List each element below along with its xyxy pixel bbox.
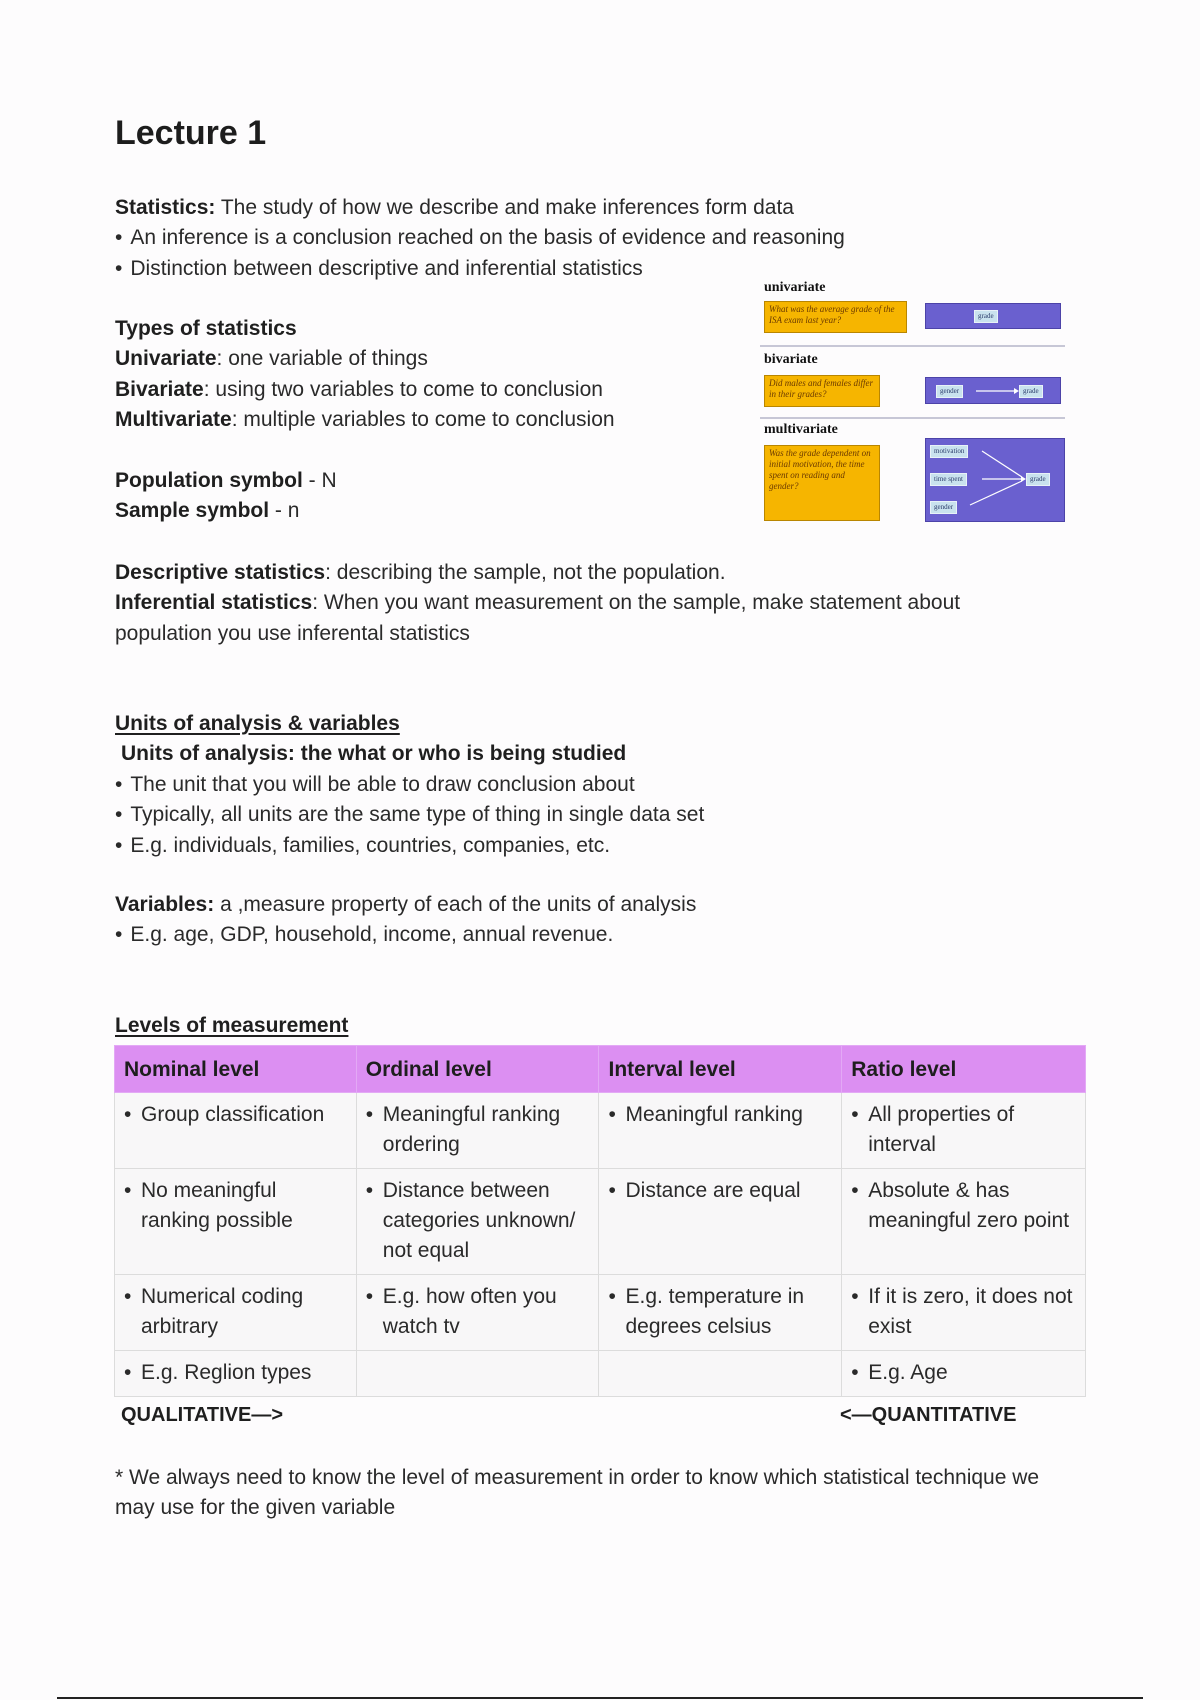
table-cell: • Meaningful ranking ordering xyxy=(356,1093,599,1169)
table-cell: • All properties of interval xyxy=(842,1093,1086,1169)
units-subheading: Units of analysis: the what or who is being studied xyxy=(121,742,627,766)
arrow-icon xyxy=(926,439,1066,523)
cell-text: Distance between categories unknown/ not equal xyxy=(382,1179,576,1262)
list-item: • E.g. age, GDP, household, income, annual revenue. xyxy=(115,920,696,950)
table-cell: • E.g. how often you watch tv xyxy=(356,1275,599,1351)
inferential-term: Inferential statistics xyxy=(115,591,313,615)
types-of-statistics-block xyxy=(115,314,615,436)
population-term: Population symbol xyxy=(115,469,303,492)
table-row xyxy=(115,1351,1086,1397)
variate-types-figure xyxy=(760,280,1065,522)
statistics-text: The study of how we describe and make inferences form data xyxy=(215,196,794,219)
types-heading: Types of statistics xyxy=(115,317,297,340)
multivariate-line xyxy=(115,405,615,435)
multivariate-term: Multivariate xyxy=(115,408,232,432)
univariate-text: : one variable of things xyxy=(216,347,428,371)
sample-term: Sample symbol xyxy=(115,499,270,523)
descriptive-line xyxy=(115,558,1035,588)
arrow-icon xyxy=(926,378,1062,405)
divider xyxy=(760,417,1065,419)
divider xyxy=(760,345,1065,347)
inferential-line xyxy=(115,588,1035,649)
bivariate-term: Bivariate xyxy=(115,377,204,401)
variable-chip: grade xyxy=(974,310,998,323)
cell-text: Absolute & has meaningful zero point xyxy=(868,1179,1070,1232)
levels-of-measurement-table xyxy=(114,1045,1086,1397)
variable-chip: time spent xyxy=(930,473,967,486)
population-line xyxy=(115,466,337,496)
list-item: • E.g. individuals, families, countries, companies, etc. xyxy=(115,831,704,861)
cell-text: E.g. how often you watch tv xyxy=(382,1285,557,1338)
variable-chip: gender xyxy=(936,385,963,398)
variable-chip: grade xyxy=(1026,473,1050,486)
column-header-ordinal: Ordinal level xyxy=(356,1046,599,1093)
bivariate-text: : using two variables to come to conclusion xyxy=(203,377,603,401)
variable-chip: gender xyxy=(930,501,957,514)
table-cell: • E.g. Reglion types xyxy=(115,1351,357,1397)
table-cell: • Distance between categories unknown/ not equal xyxy=(356,1169,599,1275)
table-cell: • Meaningful ranking xyxy=(599,1093,842,1169)
variables-term: Variables: xyxy=(115,893,215,916)
statistics-term: Statistics: xyxy=(115,196,216,219)
cell-text: E.g. Age xyxy=(868,1361,948,1384)
levels-heading: Levels of measurement xyxy=(115,1014,349,1037)
list-item: • The unit that you will be able to draw conclusion about xyxy=(115,770,704,800)
cell-text: All properties of interval xyxy=(868,1103,1015,1156)
table-row xyxy=(115,1275,1086,1351)
cell-text: E.g. temperature in degrees celsius xyxy=(625,1285,805,1338)
table-cell: • Distance are equal xyxy=(599,1169,842,1275)
quantitative-label: <—QUANTITATIVE xyxy=(840,1404,1017,1426)
table-row xyxy=(115,1169,1086,1275)
univariate-term: Univariate xyxy=(115,347,217,371)
table-cell: • No meaningful ranking possible xyxy=(115,1169,357,1275)
cell-text: Group classification xyxy=(141,1103,325,1126)
bivariate-label: bivariate xyxy=(764,352,818,367)
levels-heading-block xyxy=(115,1011,348,1041)
inferential-text: : When you want measurement on the sample, make statement about population you use inferental statistics xyxy=(115,591,961,645)
population-text: - N xyxy=(302,469,337,492)
sample-text: - n xyxy=(269,499,300,523)
cell-text: No meaningful ranking possible xyxy=(141,1179,293,1232)
table-cell: • Absolute & has meaningful zero point xyxy=(842,1169,1086,1275)
table-header-row xyxy=(115,1046,1086,1093)
list-item: • Typically, all units are the same type of thing in single data set xyxy=(115,800,704,830)
cell-text: Meaningful ranking ordering xyxy=(382,1103,561,1156)
column-header-interval: Interval level xyxy=(599,1046,842,1093)
symbols-block xyxy=(115,466,337,527)
statistics-definition-block xyxy=(115,193,845,284)
multivariate-question-box: Was the grade dependent on initial motivation, the time spent on reading and gender? xyxy=(764,445,880,521)
cell-text: E.g. Reglion types xyxy=(141,1361,312,1384)
univariate-variable-box xyxy=(925,303,1061,329)
units-heading: Units of analysis & variables xyxy=(115,712,400,735)
descriptive-inferential-block xyxy=(115,558,1035,649)
multivariate-label: multivariate xyxy=(764,422,838,437)
footnote-block xyxy=(115,1463,1075,1524)
univariate-label: univariate xyxy=(764,280,826,295)
cell-text: Numerical coding arbitrary xyxy=(141,1285,304,1338)
units-of-analysis-block xyxy=(115,709,704,861)
variable-chip: grade xyxy=(1019,385,1043,398)
qualitative-label: QUALITATIVE—> xyxy=(121,1404,284,1426)
statistics-definition xyxy=(115,193,845,223)
descriptive-text: : describing the sample, not the population. xyxy=(325,561,726,584)
multivariate-text: : multiple variables to come to conclusion xyxy=(231,408,615,432)
table-cell: • Group classification xyxy=(115,1093,357,1169)
bivariate-variable-box xyxy=(925,377,1061,404)
variables-definition xyxy=(115,890,696,920)
multivariate-variable-box xyxy=(925,438,1065,522)
cell-text: Distance are equal xyxy=(625,1179,801,1202)
table-row xyxy=(115,1093,1086,1169)
table-cell: • Numerical coding arbitrary xyxy=(115,1275,357,1351)
variable-chip: motivation xyxy=(930,445,968,458)
table-cell: • If it is zero, it does not exist xyxy=(842,1275,1086,1351)
univariate-line xyxy=(115,344,615,374)
cell-text: If it is zero, it does not exist xyxy=(868,1285,1073,1338)
table-cell: • E.g. temperature in degrees celsius xyxy=(599,1275,842,1351)
cell-text: Meaningful ranking xyxy=(625,1103,803,1126)
descriptive-term: Descriptive statistics xyxy=(115,561,326,584)
table-cell xyxy=(599,1351,842,1397)
list-item: • An inference is a conclusion reached on the basis of evidence and reasoning xyxy=(115,223,845,253)
page-title: Lecture 1 xyxy=(115,114,267,152)
sample-line xyxy=(115,496,337,526)
column-header-nominal: Nominal level xyxy=(115,1046,357,1093)
column-header-ratio: Ratio level xyxy=(842,1046,1086,1093)
table-cell: • E.g. Age xyxy=(842,1351,1086,1397)
bivariate-question-box: Did males and females differ in their grades? xyxy=(764,375,880,407)
page-bottom-rule xyxy=(57,1697,1143,1699)
univariate-question-box: What was the average grade of the ISA exam last year? xyxy=(764,301,907,333)
variables-block xyxy=(115,890,696,951)
variables-text: a ,measure property of each of the units of analysis xyxy=(214,893,697,916)
bivariate-line xyxy=(115,375,615,405)
table-cell xyxy=(356,1351,599,1397)
list-item: • Distinction between descriptive and inferential statistics xyxy=(115,254,845,284)
footnote: * We always need to know the level of measurement in order to know which statistical technique we may use for the given variable xyxy=(115,1466,1040,1520)
